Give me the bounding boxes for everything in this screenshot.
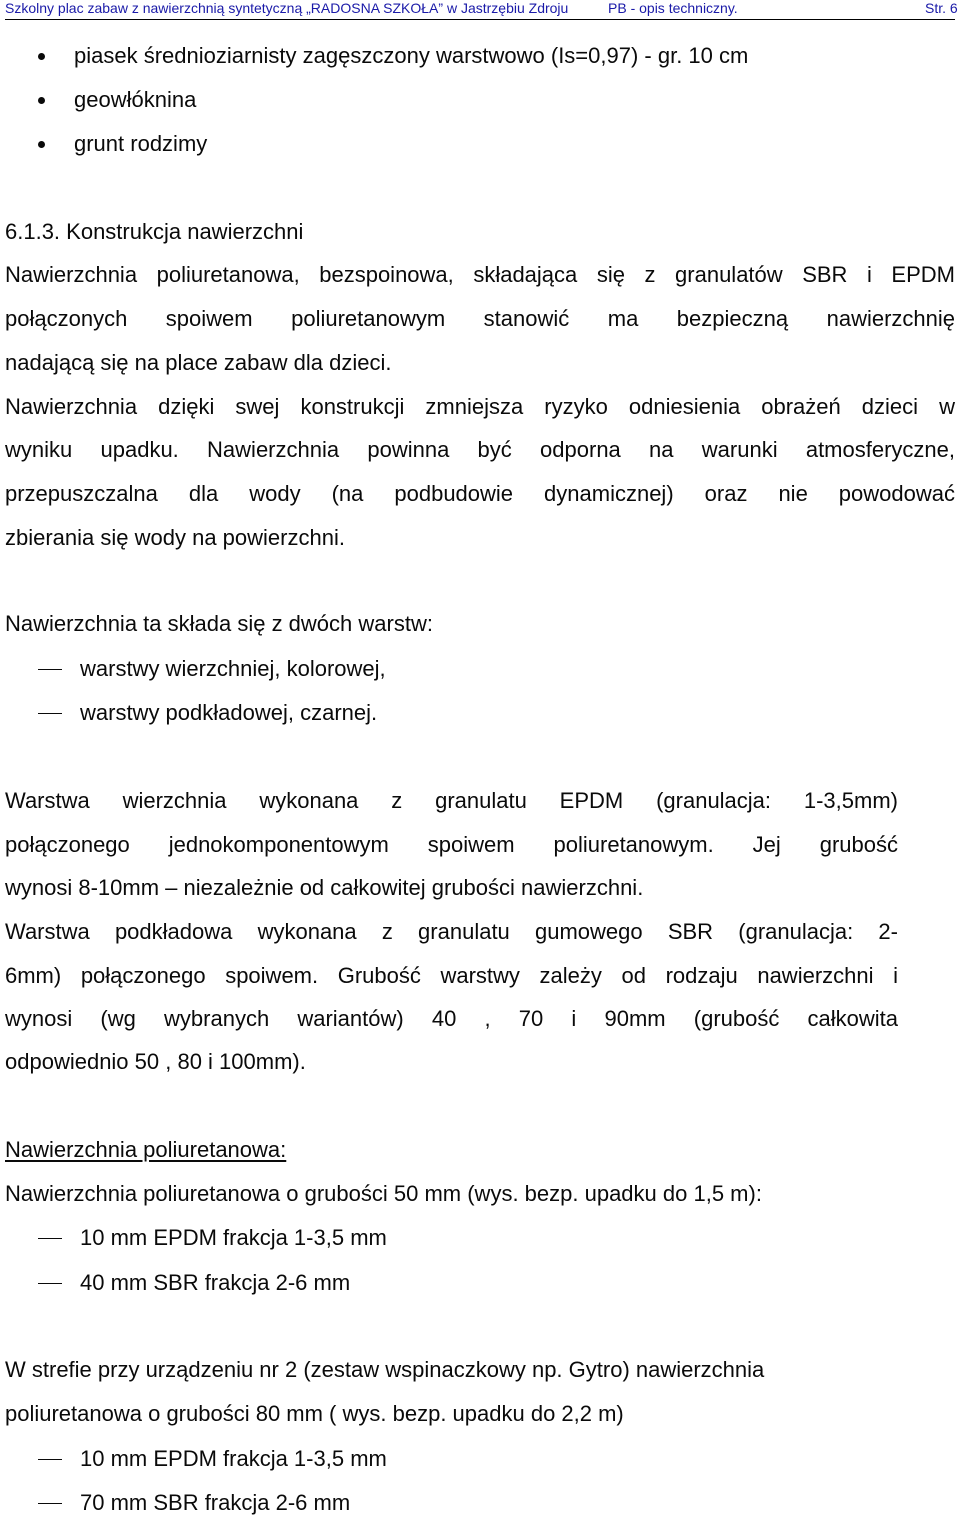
variant2-intro-line: poliuretanowa o grubości 80 mm ( wys. bezp. upadku do 2,2 m) xyxy=(5,1401,624,1426)
paragraph-line: 6mm) połączonego spoiwem. Grubość warstwy zależy od rodzaju nawierzchni i xyxy=(5,963,898,988)
paragraph-line: wyniku upadku. Nawierzchnia powinna być odporna na warunki atmosferyczne, xyxy=(5,437,955,462)
bullet-dot-icon xyxy=(38,141,45,148)
header-section-name: PB - opis techniczny. xyxy=(608,0,738,16)
list-item: geowłóknina xyxy=(74,87,197,112)
paragraph-line: połączonych spoiwem poliuretanowym stanowić ma bezpieczną nawierzchnię xyxy=(5,306,955,331)
paragraph-line: wynosi 8-10mm – niezależnie od całkowitej grubości nawierzchni. xyxy=(5,875,644,900)
paragraph-line: Warstwa podkładowa wykonana z granulatu gumowego SBR (granulacja: 2- xyxy=(5,919,898,944)
paragraph-line: odpowiednio 50 , 80 i 100mm). xyxy=(5,1049,306,1074)
list-item: grunt rodzimy xyxy=(74,131,208,156)
list-item: 10 mm EPDM frakcja 1-3,5 mm xyxy=(80,1225,387,1250)
dash-bullet-icon xyxy=(38,1238,62,1239)
header-page-number: Str. 6 xyxy=(925,0,958,16)
subheading: Nawierzchnia poliuretanowa: xyxy=(5,1137,287,1162)
dash-bullet-icon xyxy=(38,1459,62,1460)
list-item: warstwy podkładowej, czarnej. xyxy=(80,700,378,725)
paragraph-line: wynosi (wg wybranych wariantów) 40 , 70 i 90mm (grubość całkowita xyxy=(5,1006,898,1031)
variant1-intro: Nawierzchnia poliuretanowa o grubości 50 mm (wys. bezp. upadku do 1,5 m): xyxy=(5,1181,762,1206)
layers-intro: Nawierzchnia ta składa się z dwóch warstw: xyxy=(5,611,433,636)
dash-bullet-icon xyxy=(38,1503,62,1504)
page-header xyxy=(5,0,958,20)
paragraph-line: zbierania się wody na powierzchni. xyxy=(5,525,345,550)
list-item: 10 mm EPDM frakcja 1-3,5 mm xyxy=(80,1446,387,1471)
paragraph-line: przepuszczalna dla wody (na podbudowie dynamicznej) oraz nie powodować xyxy=(5,481,955,506)
bullet-dot-icon xyxy=(38,53,45,60)
paragraph-line: połączonego jednokomponentowym spoiwem poliuretanowym. Jej grubość xyxy=(5,832,898,857)
dash-bullet-icon xyxy=(38,713,62,714)
paragraph-line: Nawierzchnia poliuretanowa, bezspoinowa, składająca się z granulatów SBR i EPDM xyxy=(5,262,955,287)
list-item: 70 mm SBR frakcja 2-6 mm xyxy=(80,1490,351,1515)
list-item: piasek średnioziarnisty zagęszczony warstwowo (Is=0,97) - gr. 10 cm xyxy=(74,43,749,68)
variant2-intro-line: W strefie przy urządzeniu nr 2 (zestaw wspinaczkowy np. Gytro) nawierzchnia xyxy=(5,1357,765,1382)
bullet-dot-icon xyxy=(38,97,45,104)
paragraph-line: Nawierzchnia dzięki swej konstrukcji zmniejsza ryzyko odniesienia obrażeń dzieci w xyxy=(5,394,955,419)
paragraph-line: nadającą się na place zabaw dla dzieci. xyxy=(5,350,392,375)
header-document-title: Szkolny plac zabaw z nawierzchnią syntetyczną „RADOSNA SZKOŁA” w Jastrzębiu Zdroju xyxy=(5,0,569,16)
section-title: 6.1.3. Konstrukcja nawierzchni xyxy=(5,219,304,244)
list-item: 40 mm SBR frakcja 2-6 mm xyxy=(80,1270,351,1295)
dash-bullet-icon xyxy=(38,1283,62,1284)
list-item: warstwy wierzchniej, kolorowej, xyxy=(80,656,386,681)
dash-bullet-icon xyxy=(38,669,62,670)
paragraph-line: Warstwa wierzchnia wykonana z granulatu EPDM (granulacja: 1-3,5mm) xyxy=(5,788,898,813)
